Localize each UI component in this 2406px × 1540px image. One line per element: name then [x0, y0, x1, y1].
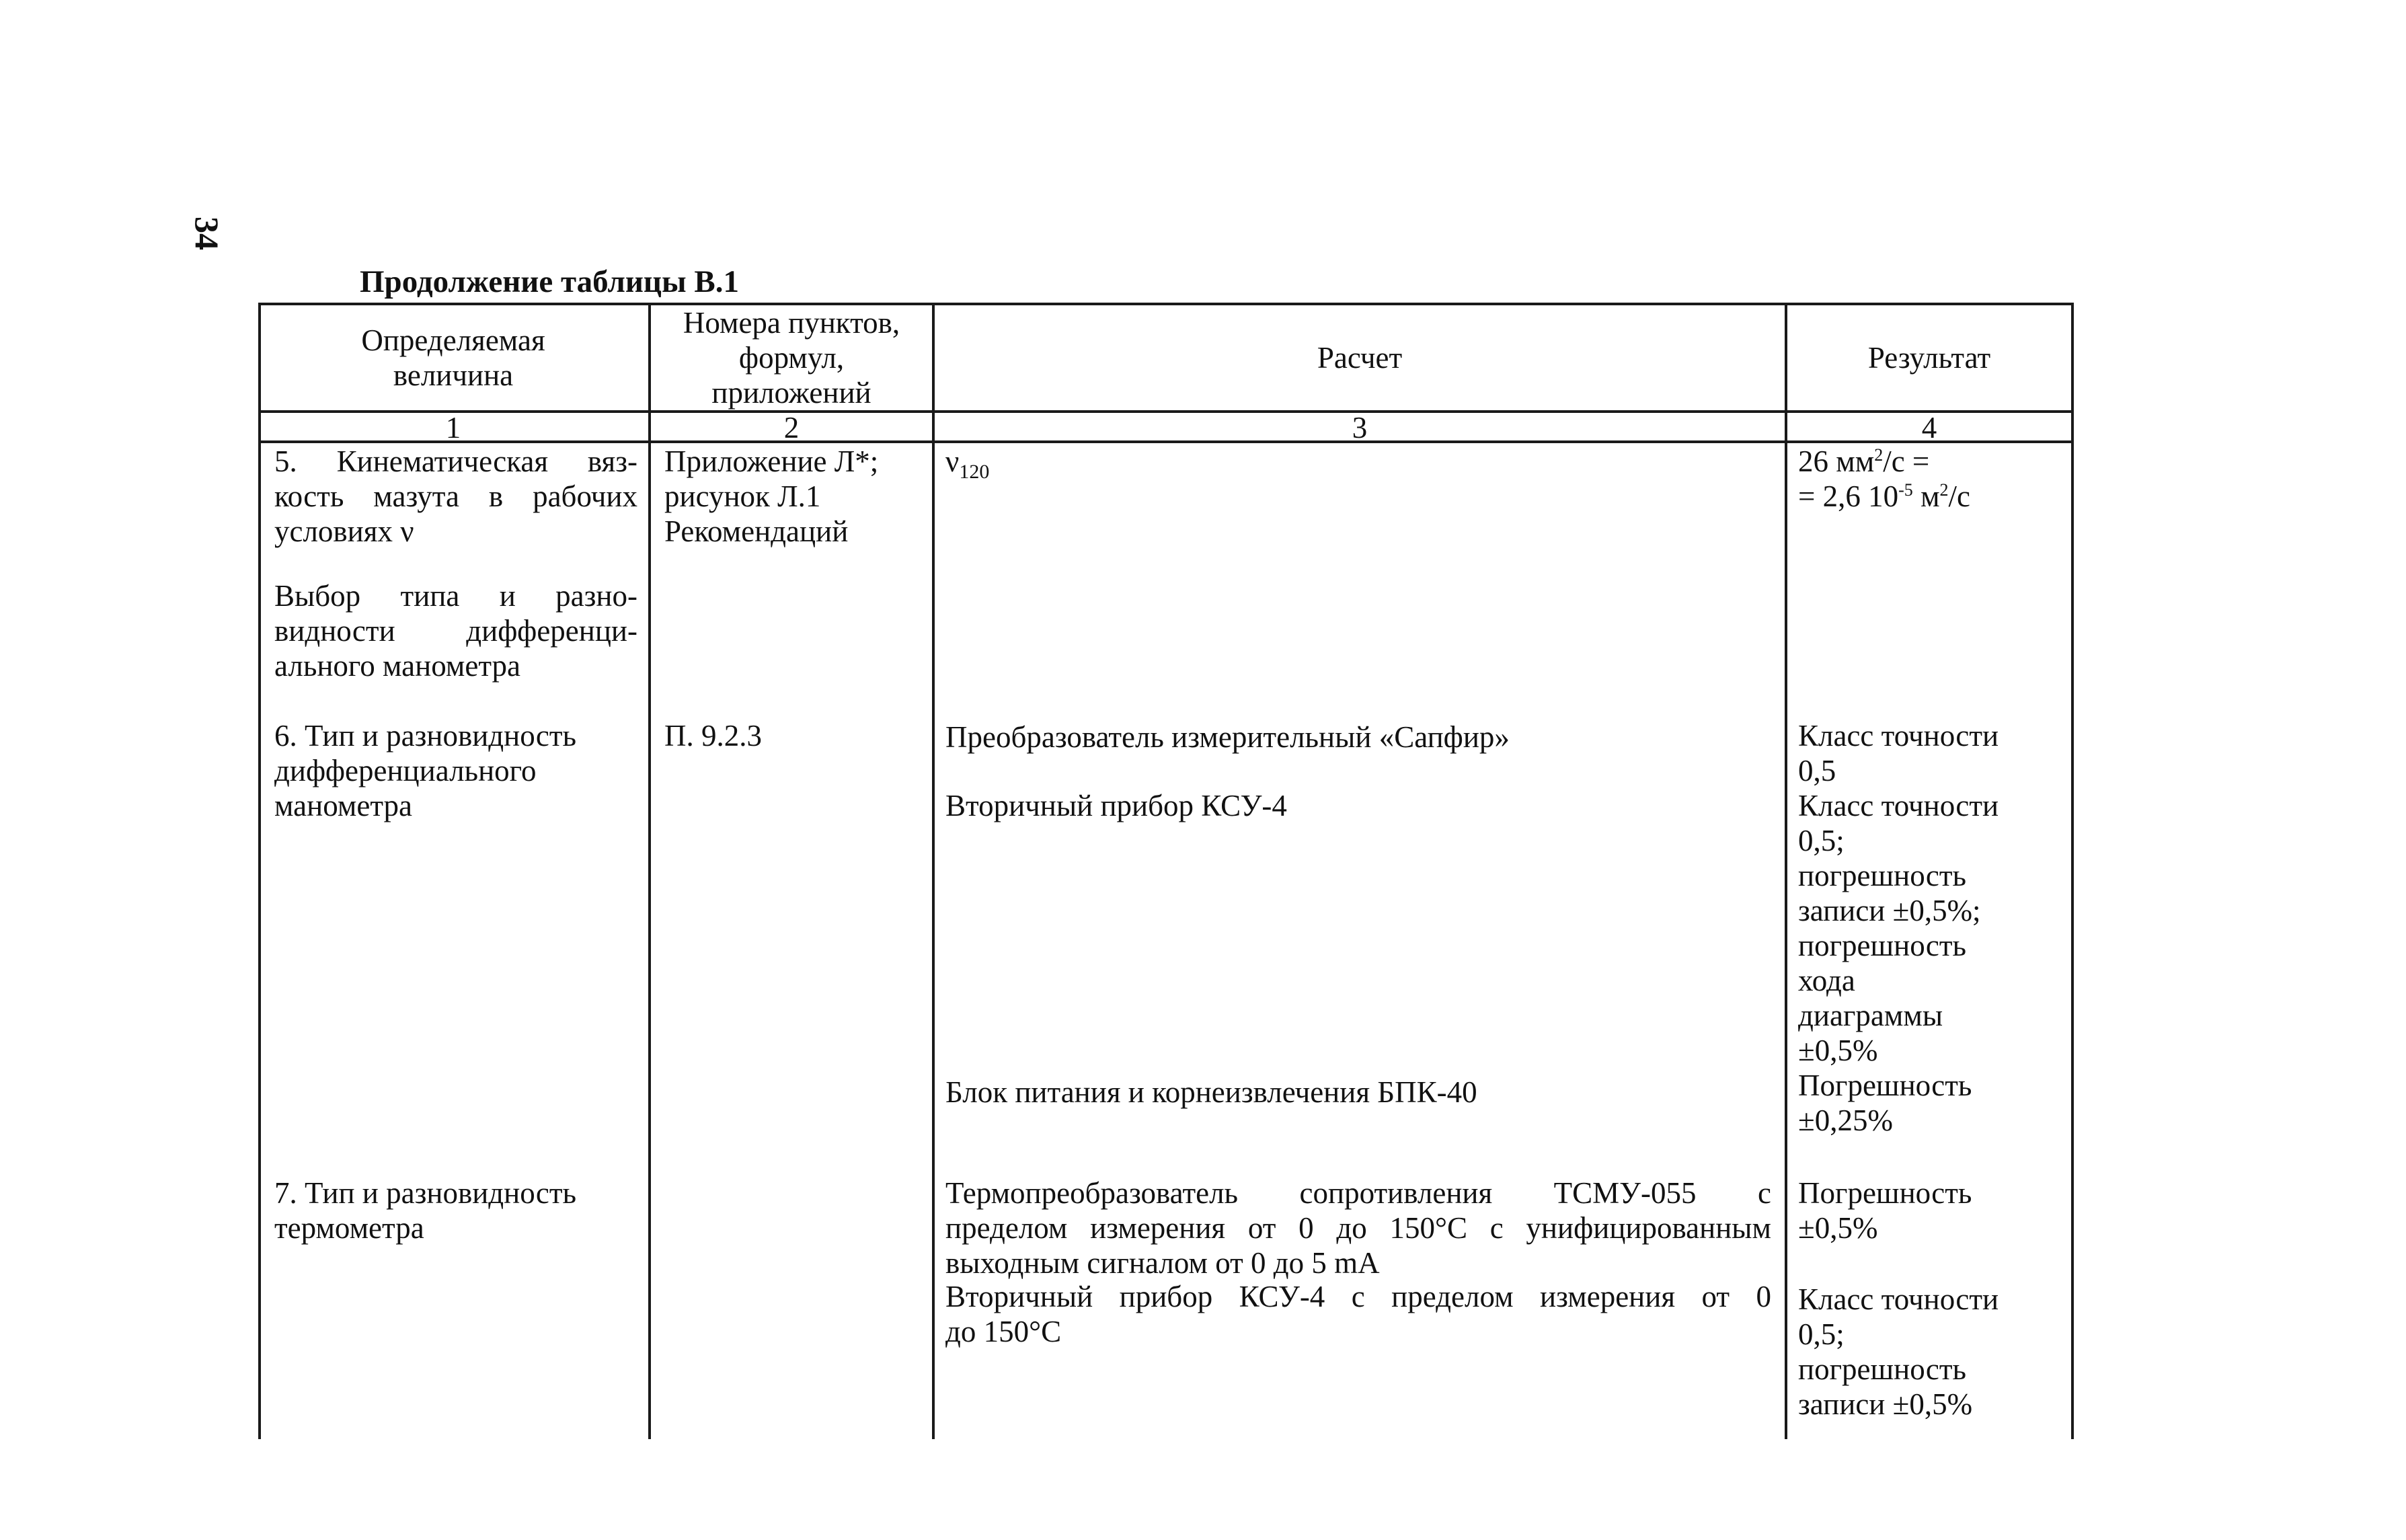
- column-number-2: 2: [783, 411, 800, 445]
- row5-quantity: 5. Кинематическая вяз- кость мазута в рабочих условиях ν: [274, 445, 637, 548]
- column-number-4: 4: [1921, 411, 1937, 445]
- table: [258, 303, 2074, 1439]
- row5-calculation: $\nu_{120}$: [945, 445, 990, 483]
- selection-subheading: Выбор типа и разно- видности дифференци- ального манометра: [274, 579, 637, 683]
- row6-reference: П. 9.2.3: [664, 719, 762, 753]
- col-border-1-2: [648, 303, 651, 1439]
- table-caption: Продолжение таблицы В.1: [360, 264, 740, 299]
- col-border-right: [2071, 303, 2074, 1439]
- row6-result-secondary-device: Класс точности 0,5; погрешность записи ±0,5%; погрешность хода диаграммы ±0,5%: [1798, 789, 1999, 1067]
- row5-result: 26 $мм^2/с$ = = 2,6 $10^{-5}$ $м^2/с$: [1798, 445, 1971, 513]
- row6-calc-secondary-device: Вторичный прибор КСУ-4: [945, 789, 1287, 822]
- row6-result-transducer: Класс точности 0,5: [1798, 719, 1999, 787]
- row7-result-thermocouple: Погрешность ±0,5%: [1798, 1176, 1972, 1245]
- col-border-2-3: [932, 303, 935, 1439]
- row6-quantity: 6. Тип и разновидность дифференциального манометра: [274, 719, 577, 822]
- row5-reference: Приложение Л*; рисунок Л.1 Рекомендаций: [664, 445, 879, 548]
- page-number: 34: [188, 217, 226, 250]
- row6-calc-power-unit: Блок питания и корнеизвлечения БПК-40: [945, 1075, 1477, 1109]
- column-number-3: 3: [1352, 411, 1368, 445]
- row7-quantity: 7. Тип и разновидность термометра: [274, 1176, 577, 1245]
- table-top-border: [258, 303, 2074, 305]
- col-border-3-4: [1785, 303, 1787, 1439]
- col-border-left: [258, 303, 261, 1439]
- row7-calc-secondary-device: Вторичный прибор КСУ-4 с пределом измерения от 0 до 150°С: [945, 1280, 1771, 1348]
- header-col2: Номера пунктов, формул, приложений: [683, 306, 900, 410]
- header-col3: Расчет: [1317, 341, 1403, 375]
- header-col4: Результат: [1867, 341, 1991, 375]
- row7-calc-thermocouple: Термопреобразователь сопротивления ТСМУ-055 с пределом измерения от 0 до 150°С с унифицированным выходным сигналом от 0 до 5 mA: [945, 1176, 1771, 1280]
- row6-result-power-unit: Погрешность ±0,25%: [1798, 1069, 1972, 1137]
- row7-result-secondary-device: Класс точности 0,5; погрешность записи ±0,5%: [1798, 1282, 1999, 1421]
- header-col1: Определяемая величина: [361, 323, 545, 392]
- row6-calc-transducer: Преобразователь измерительный «Сапфир»: [945, 720, 1510, 754]
- column-number-1: 1: [445, 411, 461, 445]
